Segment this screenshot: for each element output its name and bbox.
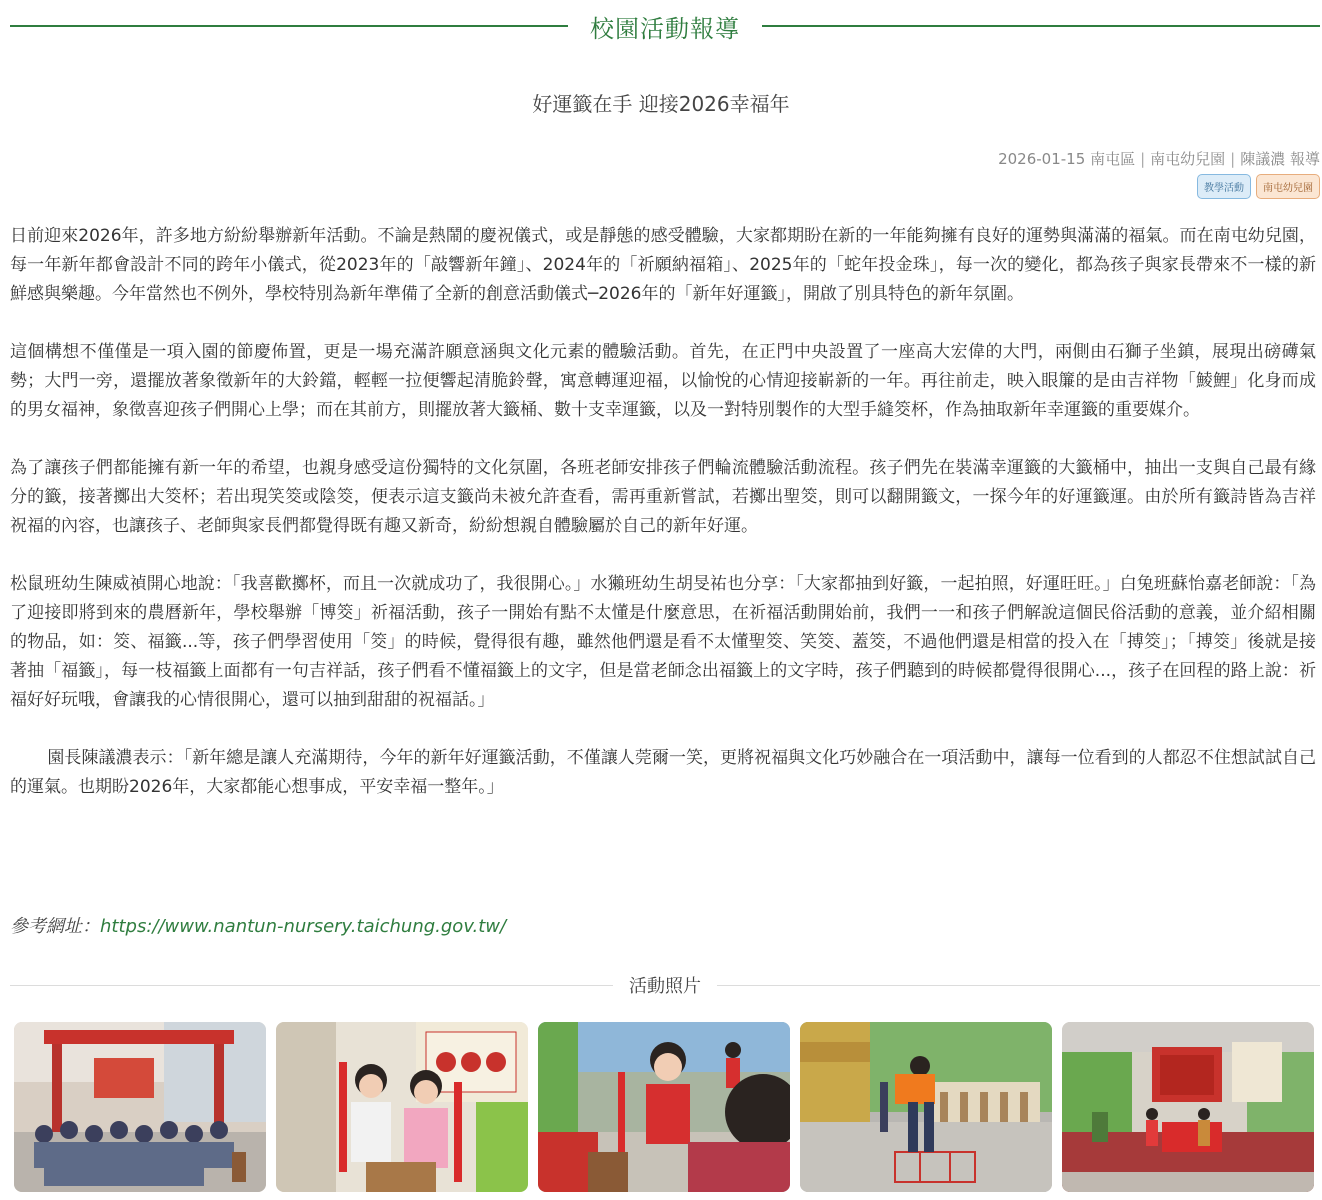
reference	[10, 912, 506, 938]
paragraph: 園長陳議濃表示：「新年總是讓人充滿期待，今年的新年好運籤活動，不僅讓人莞爾一笑，更將祝福與文化巧妙融合在一項活動中，讓每一位看到的人都忍不住想試試自己的運氣。也期盼2026年，大家都能心想事成，平安幸福一整年。」	[10, 748, 1316, 797]
photo-thumbnail[interactable]	[538, 1022, 790, 1192]
photo-thumbnail[interactable]	[276, 1022, 528, 1192]
photo-section-header	[10, 968, 1320, 1002]
tag-teaching-activity[interactable]: 教學活動	[1197, 174, 1251, 199]
paragraph: 松鼠班幼生陳威禎開心地說：「我喜歡擲杯，而且一次就成功了，我很開心。」水獺班幼生胡旻祐也分享：「大家都抽到好籤，一起拍照，好運旺旺。」白兔班蘇怡嘉老師說：「為了迎接即將到來的農曆新年，學校舉辦「博筊」祈福活動，孩子一開始有點不太懂是什麼意思，在祈福活動開始前，我們一一和孩子們解說這個民俗活動的意義，並介紹相關的物品，如：筊、福籤...等，孩子們學習使用「筊」的時候，覺得很有趣，雖然他們還是看不太懂聖筊、笑筊、蓋筊，不過他們還是相當的投入在「搏筊」；「搏筊」後就是接著抽「福籤」，每一枝福籤上面都有一句吉祥話，孩子們看不懂福籤上的文字，但是當老師念出福籤上的文字時，孩子們聽到的時候都覺得很開心...，孩子在回程的路上說：祈福好好玩哦，會讓我的心情很開心，還可以抽到甜甜的祝福話。」	[10, 574, 1316, 710]
drawing-lots-image	[538, 1022, 790, 1192]
tag-list	[1197, 174, 1320, 199]
entrance-hall-image	[1062, 1022, 1314, 1192]
header-divider-left	[10, 25, 568, 27]
paragraph: 為了讓孩子們都能擁有新一年的希望，也親身感受這份獨特的文化氛圍，各班老師安排孩子們輪流體驗活動流程。孩子們先在裝滿幸運籤的大籤桶中，抽出一支與自己最有緣分的籤，接著擲出大筊杯；若出現笑筊或陰筊，便表示這支籤尚未被允許查看，需再重新嘗試，若擲出聖筊，則可以翻開籤文，一探今年的好運籤運。由於所有籤詩皆為吉祥祝福的內容，也讓孩子、老師與家長們都覺得既有趣又新奇，紛紛想親自體驗屬於自己的新年好運。	[10, 458, 1316, 536]
photo-divider-right	[717, 985, 1320, 986]
photo-thumbnail[interactable]	[800, 1022, 1052, 1192]
reference-link[interactable]: https://www.nantun-nursery.taichung.gov.tw/	[100, 916, 507, 937]
photo-divider-left	[10, 985, 613, 986]
tossing-moon-blocks-image	[800, 1022, 1052, 1192]
photo-section-title: 活動照片	[629, 976, 701, 997]
paragraph: 日前迎來2026年，許多地方紛紛舉辦新年活動。不論是熱鬧的慶祝儀式，或是靜態的感受體驗，大家都期盼在新的一年能夠擁有良好的運勢與滿滿的福氣。而在南屯幼兒園，每一年新年都會設計不同的跨年小儀式，從2023年的「敲響新年鐘」、2024年的「祈願納福箱」、2025年的「蛇年投金珠」，每一次的變化，都為孩子與家長帶來不一樣的新鮮感與樂趣。今年當然也不例外，學校特別為新年準備了全新的創意活動儀式─2026年的「新年好運籤」，開啟了別具特色的新年氛圍。	[10, 226, 1316, 304]
paragraph: 這個構想不僅僅是一項入園的節慶佈置，更是一場充滿許願意涵與文化元素的體驗活動。首先，在正門中央設置了一座高大宏偉的大門，兩側由石獅子坐鎮，展現出磅礡氣勢；大門一旁，還擺放著象徵新年的大鈴鐺，輕輕一拉便響起清脆鈴聲，寓意轉運迎福，以愉悅的心情迎接嶄新的一年。再往前走，映入眼簾的是由吉祥物「鯪鯉」化身而成的男女福神，象徵喜迎孩子們開心上學；而在其前方，則擺放著大籤桶、數十支幸運籤，以及一對特別製作的大型手縫筊杯，作為抽取新年幸運籤的重要媒介。	[10, 342, 1316, 420]
reference-label: 參考網址：	[10, 916, 100, 937]
article-reporter: 陳議濃 報導	[1240, 150, 1320, 168]
section-header	[10, 6, 1320, 46]
article-body	[10, 222, 1316, 831]
header-divider-right	[762, 25, 1320, 27]
article-date: 2026-01-15	[998, 150, 1086, 168]
girls-with-lucky-sticks-image	[276, 1022, 528, 1192]
article-school: 南屯幼兒園	[1150, 150, 1226, 168]
group-photo-image	[14, 1022, 266, 1192]
article-title: 好運籤在手 迎接2026幸福年	[532, 92, 790, 116]
article-district: 南屯區	[1090, 150, 1136, 168]
photo-thumbnail[interactable]	[1062, 1022, 1314, 1192]
tag-school[interactable]: 南屯幼兒園	[1256, 174, 1320, 199]
photo-gallery	[14, 1022, 1316, 1192]
article-meta: 2026-01-15 南屯區 | 南屯幼兒園 | 陳議濃 報導	[998, 150, 1320, 168]
photo-thumbnail[interactable]	[14, 1022, 266, 1192]
section-title: 校園活動報導	[590, 14, 740, 43]
